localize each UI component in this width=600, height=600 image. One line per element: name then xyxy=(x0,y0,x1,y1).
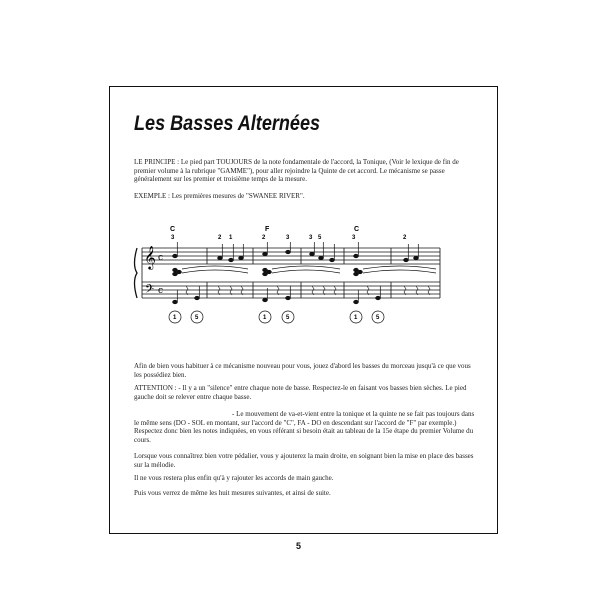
fingering: 3 xyxy=(171,235,175,241)
paragraph-lorsque: Lorsque vous connaîtrez bien votre pédalier, vous y ajouterez la main droite, en soignant bien la mise en place des basses sur la mélodie. xyxy=(134,452,474,469)
paragraph-exemple: EXEMPLE : Les premières mesures de "SWANEE RIVER". xyxy=(134,192,305,200)
time-signature-treble-icon: c xyxy=(158,253,164,263)
bass-notes xyxy=(173,286,381,304)
fingering: 5 xyxy=(318,235,322,241)
treble-staff xyxy=(142,248,440,264)
treble-clef-icon: 𝄞 xyxy=(144,245,156,269)
paragraph-principe: LE PRINCIPE : Le pied part TOUJOURS de la note fondamentale de l'accord, la Tonique, (Voir le lexique de fin de premier volume à la rubrique "GAMME"), pour aller rejoindre la Quinte de cet accord. Le mécanisme se passe généralement sur les premier et troisième temps de la mesure. xyxy=(134,158,459,184)
bass-clef-icon: 𝄢 xyxy=(145,283,155,299)
chord-label-c1: C xyxy=(170,226,176,233)
fingering: 2 xyxy=(403,235,407,241)
fingering: 3 xyxy=(309,235,313,241)
bass-circle-number: 5 xyxy=(376,315,380,321)
fingering: 1 xyxy=(229,235,233,241)
paragraph-rajouter: Il ne vous restera plus enfin qu'à y rajouter les accords de main gauche. xyxy=(134,474,334,482)
page-number: 5 xyxy=(296,541,302,551)
bass-circles xyxy=(169,311,384,323)
time-signature-bass-icon: c xyxy=(158,286,164,296)
fingering: 2 xyxy=(218,235,222,241)
paragraph-afin: Afin de bien vous habituer à ce mécanisme nouveau pour vous, jouez d'abord les basses du morceau jusqu'à ce que vous les possédiez bien. xyxy=(134,362,471,379)
paragraph-puis: Puis vous verrez de même les huit mesures suivantes, et ainsi de suite. xyxy=(134,489,331,497)
bass-circle-number: 5 xyxy=(195,315,199,321)
left-hand-chords xyxy=(173,266,436,276)
bass-circle-number: 1 xyxy=(263,315,267,321)
paragraph-mouvement: - Le mouvement de va-et-vient entre la tonique et la quinte ne se fait pas toujours dans le même sens (DO - SOL en montant, sur l'accord de "C", FA - DO en descendant sur l'accord de "F" par exemple.) Respectez donc bien les notes indiquées, en vous référant si besoin était au tableau de la 15e étape du premier Volume du cours. xyxy=(134,410,475,444)
chord-label-f: F xyxy=(265,226,270,233)
bass-circle-number: 5 xyxy=(286,315,290,321)
bass-staff xyxy=(142,282,440,298)
bass-circle-number: 1 xyxy=(354,315,358,321)
bass-circle-number: 1 xyxy=(173,315,177,321)
music-score xyxy=(120,220,470,330)
chord-label-c2: C xyxy=(354,226,360,233)
fingering: 3 xyxy=(352,235,356,241)
page-title: Les Basses Alternées xyxy=(134,112,321,135)
fingering: 3 xyxy=(286,235,290,241)
brace xyxy=(135,248,138,298)
bass-rests xyxy=(186,286,430,295)
fingering: 2 xyxy=(262,235,266,241)
paragraph-attention: ATTENTION : - Il y a un "silence" entre chaque note de basse. Respectez-le en faisant vos basses bien sèches. Le pied gauche doit se relever entre chaque basse. xyxy=(134,384,467,401)
